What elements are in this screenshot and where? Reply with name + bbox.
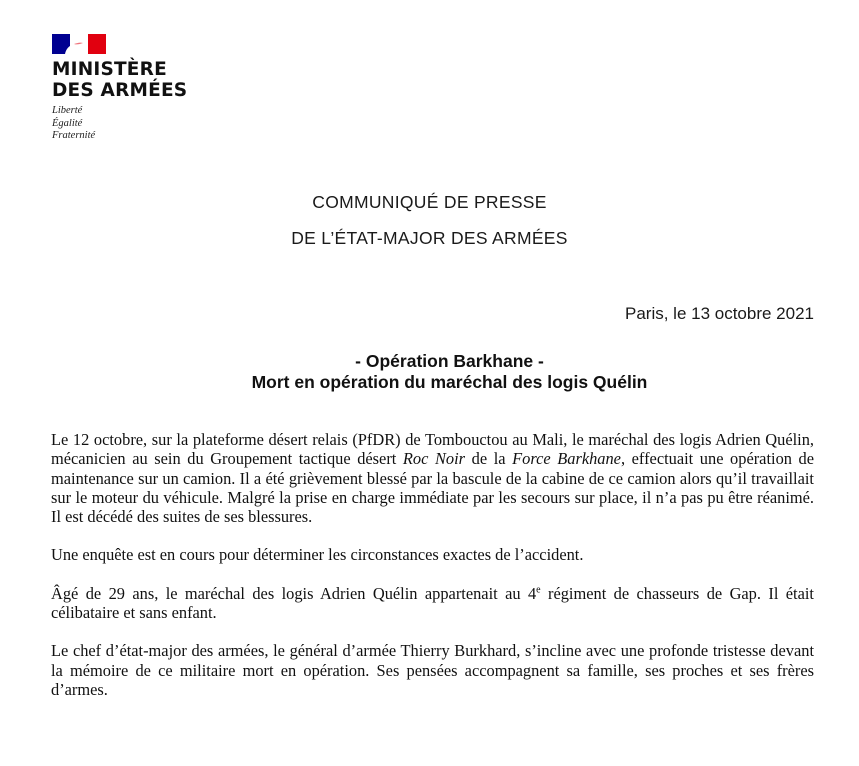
headline: Mort en opération du maréchal des logis Quélin (251, 372, 648, 392)
republic-motto (52, 105, 202, 143)
paragraph-incident-part1: Le 12 octobre, sur la plateforme désert relais (PfDR) de Tombouctou au Mali, le maréchal des logis Adrien Quélin, mécanicien au sein du Groupement tactique désert (51, 430, 814, 469)
paragraph-tribute: Le chef d’état-major des armées, le général d’armée Thierry Burkhard, s’incline avec une profonde tristesse devant la mémoire de ce militaire mort en opération. Ses pensées accompagnent sa famille, ses proches et ses frères d’armes. (51, 641, 814, 699)
force-name: Force Barkhane (512, 449, 621, 469)
paragraph-biography-part1: Âgé de 29 ans, le maréchal des logis Adrien Quélin appartenait au 4 (51, 583, 537, 603)
paragraph-biography (51, 584, 814, 623)
release-date: Paris, le 13 octobre 2021 (624, 304, 814, 323)
ministry-logo (52, 34, 202, 143)
paragraph-incident-part3: , effectuait une opération de maintenance sur un camion. Il a été grièvement blessé par la bascule de la cabine de ce camion alors qu’il travaillait sur le moteur du véhicule. Malgré la prise en charge immédiate par les secours sur place, il n’a pas pu être réanimé. Il est décédé des suites de ses blessures. (51, 449, 815, 527)
paragraph-biography-part2: régiment de chasseurs de Gap. Il était célibataire et sans enfant. (51, 583, 814, 623)
press-release-title: COMMUNIQUÉ DE PRESSE (312, 192, 547, 212)
paragraph-incident (51, 430, 814, 526)
paragraph-investigation: Une enquête est en cours pour déterminer les circonstances exactes de l’accident. (51, 545, 584, 565)
marianne-flag-icon (52, 34, 106, 54)
ministry-name-line2: DES ARMÉES (52, 80, 188, 101)
paragraph-incident-part2: de la (465, 449, 513, 469)
flag-red-band (88, 34, 106, 54)
unit-name: Roc Noir (402, 449, 466, 469)
motto-liberte: Liberté (52, 105, 83, 116)
motto-egalite: Égalité (52, 117, 83, 129)
operation-name: - Opération Barkhane - (355, 351, 544, 371)
ordinal-suffix: e (536, 584, 541, 596)
ministry-name-line1: MINISTÈRE (52, 59, 167, 80)
press-release-issuer: DE L’ÉTAT-MAJOR DES ARMÉES (291, 228, 568, 248)
press-release-body (51, 430, 814, 718)
motto-fraternite: Fraternité (52, 130, 96, 141)
ministry-name (52, 59, 202, 101)
